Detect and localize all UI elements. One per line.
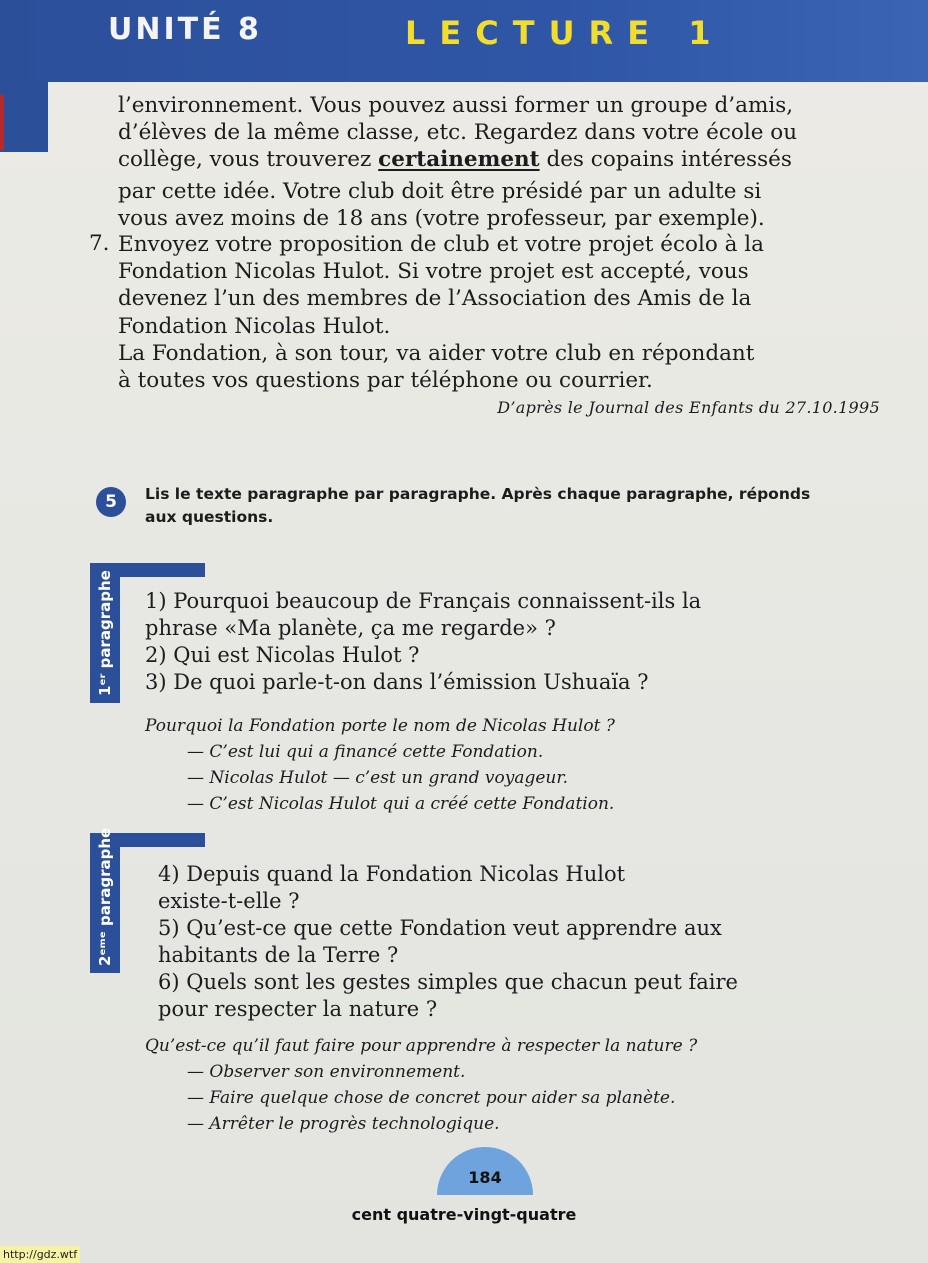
question-line: 6) Quels sont les gestes simples que chacun peut faire (158, 970, 738, 994)
question-line: 3) De quoi parle-t-on dans l’émission Ushuaïa ? (145, 670, 649, 694)
choice-question: Pourquoi la Fondation porte le nom de Nicolas Hulot ? (145, 716, 615, 736)
question-line: 2) Qui est Nicolas Hulot ? (145, 643, 420, 667)
instruction-line: Lis le texte paragraphe par paragraphe. Après chaque paragraphe, réponds (145, 485, 811, 503)
paragraph-1-questions (145, 588, 701, 696)
choice-option: — Faire quelque chose de concret pour aider sa planète. (187, 1088, 676, 1108)
source-url-tag: http://gdz.wtf (0, 1246, 80, 1263)
paragraph-2-choices (145, 1033, 697, 1137)
choice-option: — C’est lui qui a financé cette Fondation. (187, 742, 544, 762)
text-line: Fondation Nicolas Hulot. Si votre projet est accepté, vous (118, 259, 749, 285)
choice-option: — Observer son environnement. (187, 1062, 466, 1082)
paragraph-1-choices (145, 713, 615, 817)
paragraph-2-questions (158, 861, 738, 1023)
text-fragment: collège, vous trouverez (118, 147, 379, 173)
reading-text-top (118, 92, 898, 232)
source-citation: D’après le Journal des Enfants du 27.10.1995 (497, 398, 880, 417)
text-line: Fondation Nicolas Hulot. (118, 313, 391, 339)
red-edge-mark (0, 95, 4, 150)
exercise-instruction (145, 483, 885, 529)
question-line: 4) Depuis quand la Fondation Nicolas Hulot (158, 862, 626, 886)
text-line: à toutes vos questions par téléphone ou courrier. (118, 367, 653, 393)
question-line: existe-t-elle ? (158, 889, 300, 913)
page-number-words: cent quatre-vingt-quatre (351, 1205, 577, 1224)
lecture-title: LECTURE 1 (405, 14, 725, 52)
reading-item-7 (118, 231, 898, 394)
text-line: par cette idée. Votre club doit être présidé par un adulte si (118, 178, 762, 204)
text-line: Envoyez votre proposition de club et votre projet écolo à la (118, 232, 764, 257)
underlined-word: certainement (378, 147, 540, 173)
choice-question: Qu’est-ce qu’il faut faire pour apprendre à respecter la nature ? (145, 1036, 698, 1056)
text-line: vous avez moins de 18 ans (votre professeur, par exemple). (118, 205, 765, 231)
paragraph-1-label: 1ᵉʳ paragraphe (96, 570, 114, 696)
text-line: La Fondation, à son tour, va aider votre club en répondant (118, 340, 755, 366)
text-line: d’élèves de la même classe, etc. Regardez dans votre école ou (118, 120, 798, 146)
page-number: 184 (468, 1168, 502, 1187)
text-line: l’environnement. Vous pouvez aussi former un groupe d’amis, (118, 93, 794, 118)
question-line: 1) Pourquoi beaucoup de Français connaissent-ils la (145, 589, 702, 613)
paragraph-2-label: 2ᵉᵐᵉ paragraphe (96, 827, 114, 966)
choice-option: — C’est Nicolas Hulot qui a créé cette Fondation. (187, 794, 615, 814)
instruction-line: aux questions. (145, 508, 274, 526)
question-line: habitants de la Terre ? (158, 943, 399, 967)
choice-option: — Nicolas Hulot — c’est un grand voyageur. (187, 768, 569, 788)
text-line: devenez l’un des membres de l’Association des Amis de la (118, 286, 752, 312)
question-line: pour respecter la nature ? (158, 997, 438, 1021)
choice-option: — Arrêter le progrès technologique. (187, 1114, 500, 1134)
question-line: 5) Qu’est-ce que cette Fondation veut apprendre aux (158, 916, 722, 940)
text-fragment: des copains intéressés (539, 147, 792, 173)
unit-title: UNITÉ 8 (108, 12, 262, 47)
header-left-bar (0, 82, 48, 152)
exercise-number-badge: 5 (96, 487, 126, 517)
item-number: 7. (89, 231, 110, 256)
question-line: phrase «Ma planète, ça me regarde» ? (145, 616, 556, 640)
text-line (118, 146, 898, 173)
